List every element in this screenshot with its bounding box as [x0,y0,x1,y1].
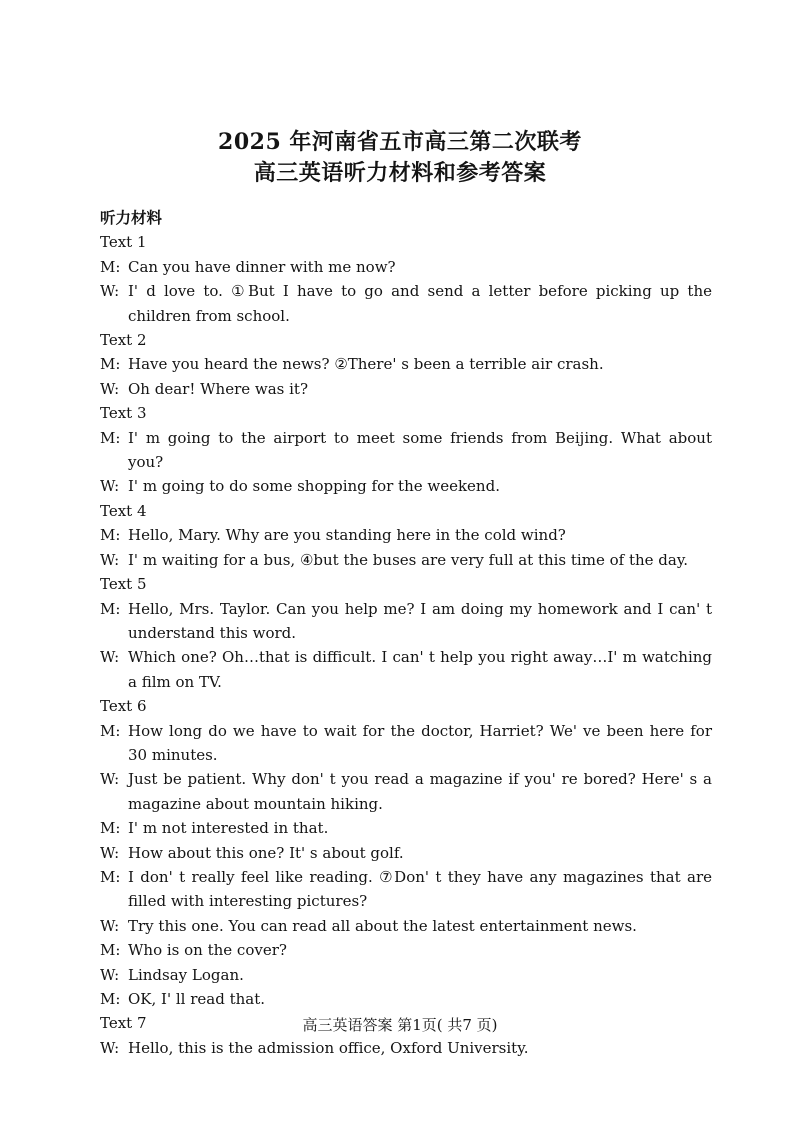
utterance-text: Who is on the cover? [128,941,287,960]
utterance-text: Which one? Oh…that is difficult. I can' t help you right away…I' m watching a film on TV. [128,648,712,691]
dialogue-line [100,987,712,1011]
speaker-label: M: [100,428,121,447]
speaker-label: W: [100,916,120,935]
dialogue-line [100,1036,712,1060]
speaker-label: W: [100,770,120,789]
speaker-label: M: [100,990,121,1008]
speaker-label: W: [100,477,120,496]
utterance-text: Try this one. You can read all about the latest entertainment news. [128,916,637,935]
utterance-text: I' m not interested in that. [128,819,329,838]
utterance-text: I' m going to do some shopping for the weekend. [128,477,500,496]
utterance-text: How long do we have to wait for the doctor, Harriet? We' ve been here for 30 minutes. [128,721,712,764]
utterance-text: Lindsay Logan. [128,965,244,984]
speaker-label: W: [100,1038,120,1057]
dialogue-list [100,230,712,1060]
dialogue-line [100,523,712,547]
speaker-label: M: [100,526,121,545]
dialogue-line [100,816,712,840]
speaker-label: M: [100,819,121,838]
text-label: Text 4 [100,501,147,520]
document-subtitle: 高三英语听力材料和参考答案 [253,160,547,186]
text-label: Text 3 [100,404,147,423]
speaker-label: M: [100,599,121,618]
text-label: Text 7 [100,1014,147,1033]
listening-material [100,206,712,1060]
utterance-text: I don' t really feel like reading. ⑦Don' t they have any magazines that are filled with interesting pictures? [128,867,712,911]
speaker-label: M: [100,867,121,886]
text-label: Text 6 [100,697,147,716]
utterance-text: I' m waiting for a bus, ④but the buses are very full at this time of the day. [128,550,689,569]
speaker-label: M: [100,721,121,740]
utterance-text: Hello, Mrs. Taylor. Can you help me? I am doing my homework and I can' t understand this word. [128,599,712,642]
speaker-label: W: [100,843,120,862]
speaker-label: W: [100,550,120,569]
speaker-label: M: [100,941,121,960]
utterance-text: Oh dear! Where was it? [128,379,308,398]
utterance-text: How about this one? It' s about golf. [128,843,404,862]
text-label: Text 1 [100,233,147,252]
speaker-label: W: [100,648,120,667]
dialogue-line [100,377,712,401]
utterance-text: Hello, this is the admission office, Oxford University. [128,1038,529,1057]
speaker-label: W: [100,965,120,984]
dialogue-line [100,255,712,279]
dialogue-line [100,914,712,938]
text-label: Text 5 [100,575,147,594]
dialogue-line [100,279,712,328]
dialogue-line [100,352,712,376]
dialogue-line [100,938,712,962]
utterance-text: I' m going to the airport to meet some friends from Beijing. What about you? [128,428,712,472]
dialogue-line [100,865,712,914]
document-title: 2025 年河南省五市高三第二次联考 [218,129,582,155]
speaker-label: W: [100,379,120,398]
dialogue-line [100,963,712,987]
page-footer: 高三英语答案 第1页( 共7 页) [302,1016,498,1034]
speaker-label: M: [100,355,121,374]
dialogue-line [100,719,712,768]
utterance-text: I' d love to. ①But I have to go and send a letter before picking up the children from school. [128,282,712,325]
utterance-text: OK, I' ll read that. [128,990,266,1008]
dialogue-line [100,548,712,572]
dialogue-line [100,474,712,498]
speaker-label: M: [100,257,121,276]
utterance-text: Just be patient. Why don' t you read a magazine if you' re bored? Here' s a magazine about mountain hiking. [128,770,712,813]
dialogue-line [100,597,712,646]
utterance-text: Hello, Mary. Why are you standing here in the cold wind? [128,526,566,545]
section-heading: 听力材料 [100,208,163,227]
dialogue-line [100,767,712,816]
speaker-label: W: [100,282,120,301]
text-label: Text 2 [100,331,147,350]
dialogue-line [100,426,712,475]
dialogue-line [100,645,712,694]
utterance-text: Have you heard the news? ②There' s been a terrible air crash. [128,355,604,374]
dialogue-line [100,841,712,865]
utterance-text: Can you have dinner with me now? [128,257,396,276]
